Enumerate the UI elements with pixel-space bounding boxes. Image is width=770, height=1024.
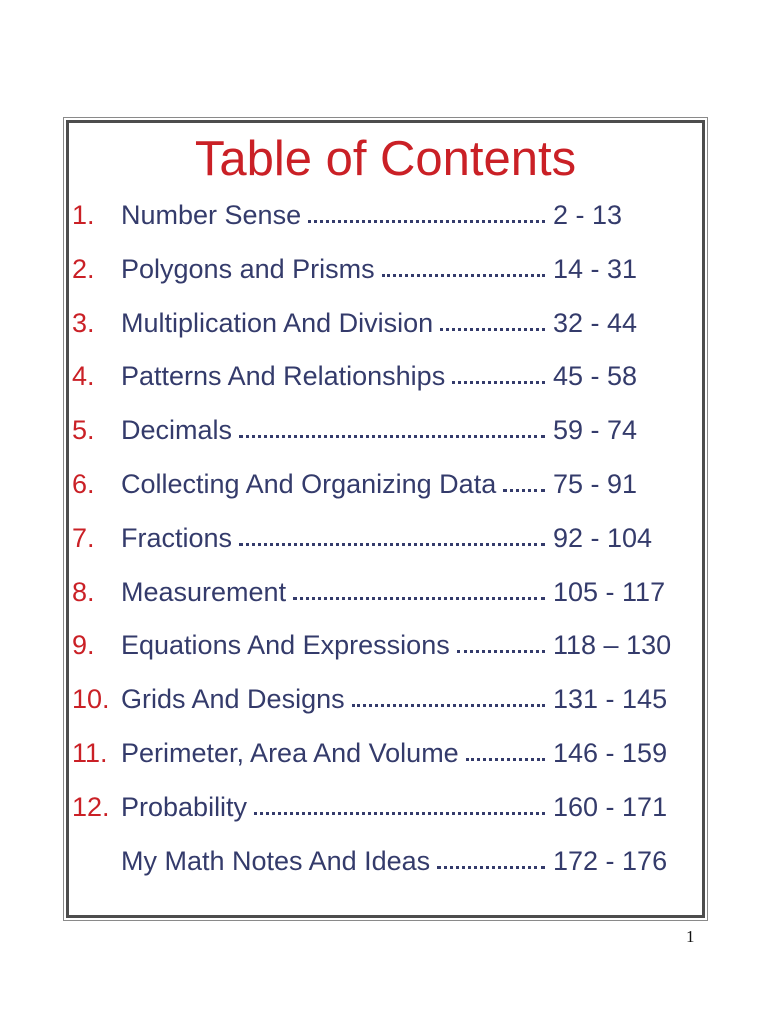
toc-entry-pages: 59 - 74 [553, 415, 638, 446]
dot-leader [293, 597, 545, 600]
toc-entry-number: 10. [72, 684, 110, 715]
toc-entry-title: Decimals [121, 415, 233, 446]
page-title: Table of Contents [194, 132, 577, 186]
toc-entry-title: Multiplication And Division [121, 307, 434, 338]
toc-entry [72, 619, 693, 673]
toc-entry-pages: 160 - 171 [553, 791, 668, 822]
dot-leader [440, 328, 545, 331]
toc-entry-number: 9. [72, 630, 95, 661]
toc-list [72, 189, 693, 888]
toc-entry [72, 781, 693, 835]
toc-entry [72, 350, 693, 404]
toc-entry-pages: 2 - 13 [553, 200, 623, 230]
toc-entry [72, 566, 693, 620]
dot-leader [239, 543, 545, 546]
toc-entry-title: Equations And Expressions [121, 630, 450, 661]
toc-entry-title: Measurement [121, 576, 287, 607]
dot-leader [466, 758, 545, 761]
toc-entry-number: 5. [72, 415, 95, 446]
toc-entry [72, 512, 693, 566]
toc-entry-number: 2. [72, 253, 95, 284]
toc-entry-pages: 75 - 91 [553, 468, 638, 499]
toc-entry-title: Perimeter, Area And Volume [121, 737, 459, 768]
toc-entry-title: Polygons and Prisms [121, 253, 375, 284]
toc-entry [72, 458, 693, 512]
toc-entry [72, 673, 693, 727]
toc-entry [72, 835, 693, 889]
toc-entry [72, 404, 693, 458]
toc-entry-pages: 105 - 117 [553, 576, 666, 607]
toc-border-box [63, 117, 708, 921]
toc-entry [72, 189, 693, 243]
toc-entry-pages: 32 - 44 [553, 307, 638, 338]
toc-entry [72, 243, 693, 297]
toc-entry-title: Grids And Designs [121, 684, 345, 715]
toc-entry-number: 12. [72, 791, 110, 822]
dot-leader [437, 866, 545, 869]
toc-entry-pages: 118 – 130 [553, 630, 672, 661]
toc-entry-pages: 172 - 176 [553, 845, 668, 876]
toc-entry-number: 11. [72, 737, 108, 768]
toc-entry-title: Fractions [121, 522, 233, 553]
dot-leader [452, 381, 545, 384]
toc-entry-title: My Math Notes And Ideas [121, 845, 431, 876]
toc-entry-number: 6. [72, 468, 95, 499]
toc-entry-number: 3. [72, 307, 95, 338]
dot-leader [457, 650, 545, 653]
toc-entry-pages: 14 - 31 [553, 253, 638, 284]
toc-entry-title: Patterns And Relationships [121, 361, 446, 392]
dot-leader [254, 812, 545, 815]
toc-entry-number: 8. [72, 576, 95, 607]
dot-leader [308, 220, 545, 223]
toc-border-box-inner [66, 120, 705, 918]
toc-entry [72, 297, 693, 351]
dot-leader [239, 435, 545, 438]
toc-entry-pages: 131 - 145 [553, 684, 668, 715]
page-number: 1 [686, 927, 695, 946]
toc-entry-pages: 92 - 104 [553, 522, 653, 553]
dot-leader [382, 274, 545, 277]
toc-entry-title: Collecting And Organizing Data [121, 468, 497, 499]
dot-leader [352, 704, 545, 707]
dot-leader [503, 489, 545, 492]
toc-entry-pages: 146 - 159 [553, 737, 668, 768]
toc-entry-number: 7. [72, 522, 95, 553]
toc-entry-pages: 45 - 58 [553, 361, 638, 392]
toc-entry-title: Number Sense [121, 200, 302, 230]
toc-entry-number: 4. [72, 361, 95, 392]
toc-entry [72, 727, 693, 781]
toc-entry-number: 1. [72, 200, 95, 230]
toc-entry-title: Probability [121, 791, 248, 822]
